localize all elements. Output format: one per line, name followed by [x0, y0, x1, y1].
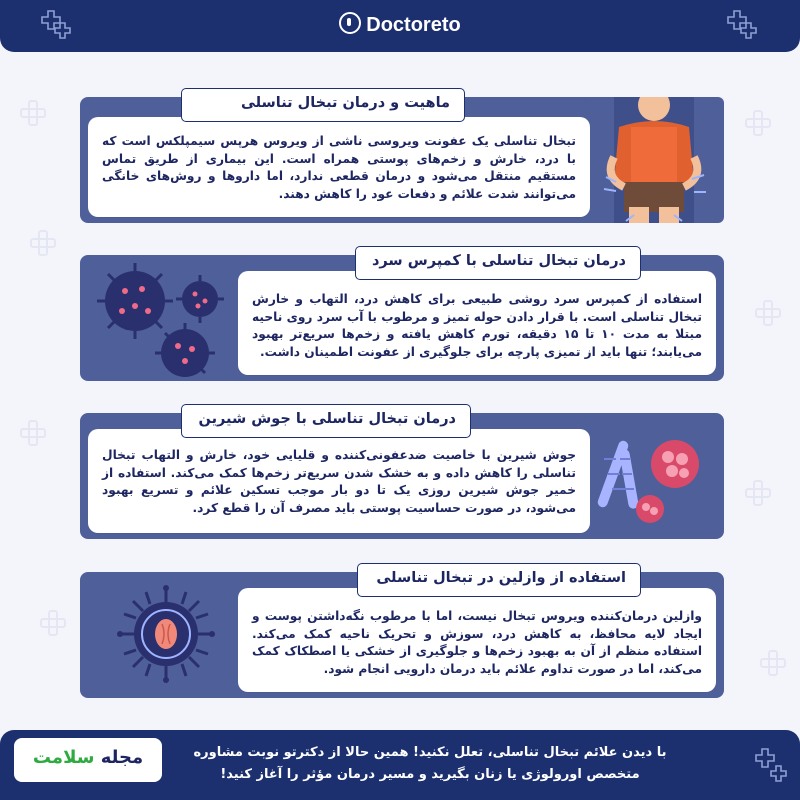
brand-logo[interactable]	[0, 12, 800, 37]
virus-cluster-illustration	[90, 261, 230, 381]
section-title-tab	[356, 247, 640, 279]
badge-word-health: سلامت	[32, 747, 95, 768]
header-bar	[0, 0, 800, 52]
section-body: استفاده از کمپرس سرد روشی طبیعی برای کاهش درد، التهاب و خارش تبخال تناسلی است. با قرار دادن حوله تمیز و مرطوب با آب سرد روی ناحیه مبتلا به مدت ۱۰ تا ۱۵ دقیقه، تورم کاهش یافته و زخم‌ها سریع‌تر بهبود می‌یابند؛ تنها باید از تمیزی پارچه برای جلوگیری از عفونت اطمینان داشت.	[252, 292, 703, 359]
footer-line-1: با دیدن علائم تبخال تناسلی، تعلل نکنید! همین حالا از دکترتو نوبت مشاوره	[193, 745, 667, 760]
person-with-itching-illustration	[584, 97, 724, 223]
background-cross-icon	[745, 110, 771, 136]
section-title-tab	[182, 405, 470, 437]
background-cross-icon	[755, 300, 781, 326]
medical-cross-icon	[726, 8, 760, 42]
cells-illustration	[580, 419, 724, 533]
section-card	[238, 588, 716, 692]
brand-name: Doctoreto	[366, 14, 461, 36]
section-body: تبخال تناسلی یک عفونت ویروسی ناشی از ویروس هرپس سیمپلکس است که با درد، خارش و زخم‌های پوستی همراه است. این بیماری از طریق تماس مستقیم منتقل می‌شود و درمان قطعی ندارد، اما داروها و روش‌های خانگی می‌توانند شدت علائم و دفعات عود را کاهش دهند.	[102, 134, 576, 201]
section-title-tab	[182, 89, 464, 121]
section-title-tab	[358, 564, 640, 596]
background-cross-icon	[40, 610, 66, 636]
section-title: درمان تبخال تناسلی با جوش شیرین	[198, 411, 456, 427]
section-cold-compress	[80, 255, 724, 381]
background-cross-icon	[20, 100, 46, 126]
footer-line-2: متخصص اورولوژی یا زنان بگیرید و مسیر درمان مؤثر را آغاز کنید!	[220, 767, 640, 782]
doctoreto-logo-icon	[339, 12, 361, 34]
section-title: ماهیت و درمان تبخال تناسلی	[240, 95, 450, 111]
background-cross-icon	[760, 650, 786, 676]
badge-word-magazine: مجله	[100, 747, 144, 768]
section-card	[88, 117, 590, 217]
section-body: جوش شیرین با خاصیت ضدعفونی‌کننده و قلیایی خود، خارش و التهاب تبخال تناسلی را کاهش داده و به خشک شدن سریع‌تر زخم‌ها کمک می‌کند. استفاده از خمیر جوش شیرین روزی یک تا دو بار موجب تسکین علائم و تسریع بهبود می‌شود، در صورت حساسیت پوستی باید مصرف آن را قطع کرد.	[102, 448, 576, 515]
health-magazine-badge[interactable]	[14, 738, 162, 782]
section-title: درمان تبخال تناسلی با کمپرس سرد	[371, 253, 626, 269]
footer-cta[interactable]	[130, 742, 730, 786]
medical-cross-icon	[754, 746, 794, 790]
section-card	[88, 429, 590, 533]
background-cross-icon	[745, 480, 771, 506]
background-cross-icon	[30, 230, 56, 256]
section-body: وازلین درمان‌کننده ویروس تبخال نیست، اما با مرطوب نگه‌داشتن پوست و ایجاد لایه محافظ، به کاهش درد، سوزش و تحریک ناحیه کمک می‌کند. استفاده منظم از آن به بهبود زخم‌ها و جلوگیری از خشکی یا اصطکاک کمک می‌کند، اما در صورت تداوم علائم باید درمان دارویی انجام شود.	[252, 609, 702, 676]
herpes-virus-illustration	[116, 584, 216, 684]
section-baking-soda	[80, 413, 724, 539]
section-title: استفاده از وازلین در تبخال تناسلی	[376, 570, 626, 586]
background-cross-icon	[20, 420, 46, 446]
section-vaseline	[80, 572, 724, 698]
section-card	[238, 271, 716, 375]
section-nature-treatment	[80, 97, 724, 223]
